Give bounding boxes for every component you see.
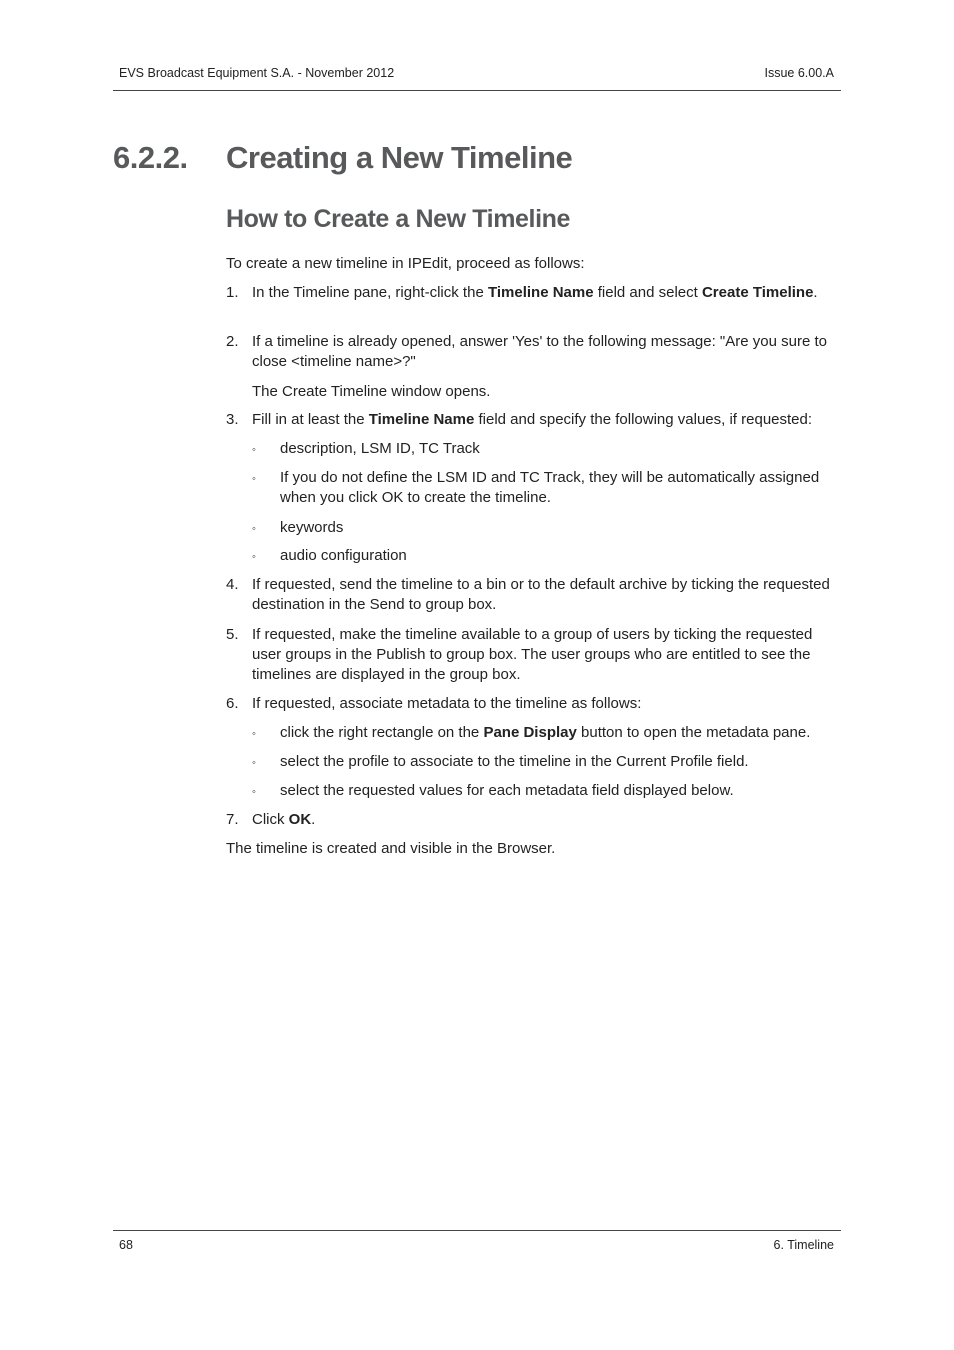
intro-paragraph: To create a new timeline in IPEdit, proceed as follows:	[226, 255, 585, 272]
section-number: 6.2.2.	[113, 140, 188, 175]
header-document-info: EVS Broadcast Equipment S.A. - November 2012	[119, 66, 395, 80]
page-number: 68	[119, 1238, 133, 1252]
step-text: If a timeline is already opened, answer 'Yes' to the following message: "Are you sure to close <timeline name>?"	[252, 333, 827, 370]
section-title: Creating a New Timeline	[226, 140, 573, 175]
header-issue: Issue 6.00.A	[764, 66, 834, 80]
bullet-icon: ◦	[252, 728, 256, 740]
step-number: 2.	[226, 333, 239, 350]
bullet-icon: ◦	[252, 551, 256, 563]
conclusion-paragraph: The timeline is created and visible in the Browser.	[226, 840, 556, 857]
subsection-heading: How to Create a New Timeline	[226, 205, 570, 233]
bullet-icon: ◦	[252, 757, 256, 769]
step-number: 3.	[226, 411, 239, 428]
step-number: 4.	[226, 576, 239, 593]
step-number: 6.	[226, 695, 239, 712]
step-text: Fill in at least the Timeline Name field and specify the following values, if requested:	[252, 411, 813, 428]
footer-divider	[113, 1230, 841, 1231]
footer-chapter: 6. Timeline	[773, 1238, 834, 1252]
bullet-icon: ◦	[252, 473, 256, 485]
bullet-icon: ◦	[252, 523, 256, 535]
header-divider	[113, 90, 841, 91]
step-number: 7.	[226, 811, 239, 828]
step-2-result: The Create Timeline window opens.	[252, 383, 491, 400]
step-text: Click OK.	[252, 811, 316, 828]
step-text: If requested, associate metadata to the timeline as follows:	[252, 695, 642, 712]
step-text: If requested, send the timeline to a bin or to the default archive by ticking the requested destination in the Send to group box.	[252, 576, 830, 613]
section-heading	[113, 140, 572, 176]
step-text: If requested, make the timeline available to a group of users by ticking the requested user groups in the Publish to group box. The user groups who are entitled to see the timelines are displayed in the group box.	[252, 626, 813, 683]
step-number: 1.	[226, 284, 239, 301]
step-number: 5.	[226, 626, 239, 643]
bullet-icon: ◦	[252, 444, 256, 456]
step-text: In the Timeline pane, right-click the Timeline Name field and select Create Timeline.	[252, 284, 818, 301]
bullet-icon: ◦	[252, 786, 256, 798]
